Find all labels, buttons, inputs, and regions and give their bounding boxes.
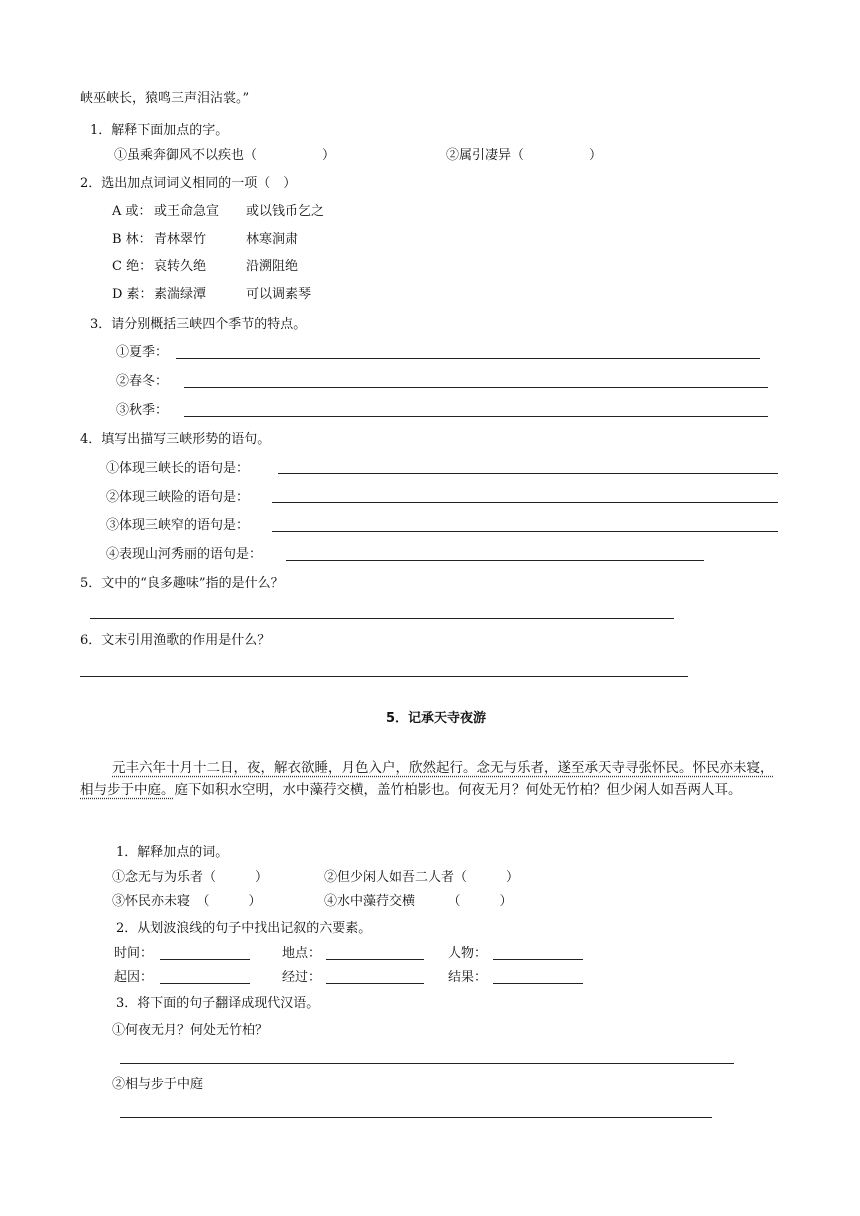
q4a-answer-line[interactable] xyxy=(278,473,778,474)
question-5-label: 5．文中的“良多趣味”指的是什么？ xyxy=(80,576,284,591)
option-d-letter: D 素： xyxy=(112,287,153,302)
option-a-word1: 或王命急宣 xyxy=(154,204,220,219)
spring-winter-label: ②春冬： xyxy=(116,374,169,389)
summer-label: ①夏季： xyxy=(116,345,169,360)
q4c-label: ③体现三峡窄的语句是： xyxy=(106,518,250,533)
option-b-word2: 林寒涧肃 xyxy=(246,232,299,247)
q4b-label: ②体现三峡险的语句是： xyxy=(106,490,250,505)
option-d-word1: 素湍绿潭 xyxy=(154,287,207,302)
option-c-letter: C 绝： xyxy=(112,259,153,274)
q4b-answer-line[interactable] xyxy=(272,502,778,503)
option-b-word1: 青林翠竹 xyxy=(154,232,207,247)
option-b-letter: B 林： xyxy=(112,232,152,247)
passage xyxy=(80,757,780,801)
question-4-label: 4．填写出描写三峡形势的语句。 xyxy=(80,432,271,447)
place-label: 地点： xyxy=(282,946,322,961)
process-label: 经过： xyxy=(282,970,322,985)
s5-question-1-label: 1．解释加点的词。 xyxy=(116,845,229,860)
option-c-word1: 哀转久绝 xyxy=(154,259,207,274)
question-1b: ②属引凄异（ ） xyxy=(446,148,603,163)
result-answer-line[interactable] xyxy=(493,983,583,984)
s5-q3a-answer-line[interactable] xyxy=(120,1063,734,1064)
option-a-word2: 或以钱币乞之 xyxy=(246,204,325,219)
q4d-label: ④表现山河秀丽的语句是： xyxy=(106,547,263,562)
q6-answer-line[interactable] xyxy=(80,676,688,677)
s5-question-3-label: 3．将下面的句子翻译成现代汉语。 xyxy=(116,996,320,1011)
people-answer-line[interactable] xyxy=(493,959,583,960)
q5-answer-line[interactable] xyxy=(90,618,674,619)
q4d-answer-line[interactable] xyxy=(286,560,704,561)
section-title: 5．记承天寺夜游 xyxy=(386,711,487,726)
spring-winter-answer-line[interactable] xyxy=(184,387,768,388)
s5-q3b: ②相与步于中庭 xyxy=(112,1077,204,1092)
option-c-word2: 沿溯阻绝 xyxy=(246,259,299,274)
process-answer-line[interactable] xyxy=(326,983,424,984)
passage-ending: 峡巫峡长，猿鸣三声泪沾裳。” xyxy=(80,91,250,106)
question-1a: ①虽乘奔御风不以疾也（ ） xyxy=(114,148,336,163)
question-6-label: 6．文末引用渔歌的作用是什么？ xyxy=(80,633,271,648)
result-label: 结果： xyxy=(448,970,488,985)
question-2-label: 2．选出加点词词义相同的一项（ ） xyxy=(80,176,297,191)
cause-answer-line[interactable] xyxy=(160,983,250,984)
people-label: 人物： xyxy=(448,946,488,961)
passage-wavy-sentences: 元丰六年十月十二日，夜，解衣欲睡，月色入户，欣然起行。念无与乐者，遂至承天寺寻张怀民。怀民亦未寝，相与步于中庭。 xyxy=(80,760,774,798)
autumn-label: ③秋季： xyxy=(116,403,169,418)
cause-label: 起因： xyxy=(114,970,154,985)
autumn-answer-line[interactable] xyxy=(184,416,768,417)
place-answer-line[interactable] xyxy=(326,959,424,960)
s5-q1d: ④水中藻荇交横 （ ） xyxy=(324,894,513,909)
q4c-answer-line[interactable] xyxy=(272,531,778,532)
s5-q3a: ①何夜无月？何处无竹柏？ xyxy=(112,1023,269,1038)
summer-answer-line[interactable] xyxy=(176,358,760,359)
s5-q1b: ②但少闲人如吾二人者（ ） xyxy=(324,870,520,885)
time-answer-line[interactable] xyxy=(160,959,250,960)
question-3-label: 3．请分别概括三峡四个季节的特点。 xyxy=(90,317,307,332)
s5-q3b-answer-line[interactable] xyxy=(120,1117,712,1118)
time-label: 时间： xyxy=(114,946,154,961)
s5-q1a: ①念无与为乐者（ ） xyxy=(112,870,269,885)
s5-q1c: ③怀民亦未寝 （ ） xyxy=(112,894,262,909)
s5-question-2-label: 2．从划波浪线的句子中找出记叙的六要素。 xyxy=(116,921,372,936)
option-d-word2: 可以调素琴 xyxy=(246,287,312,302)
q4a-label: ①体现三峡长的语句是： xyxy=(106,461,250,476)
option-a-letter: A 或： xyxy=(112,204,152,219)
question-1-label: 1．解释下面加点的字。 xyxy=(90,123,229,138)
passage-rest: 庭下如积水空明，水中藻荇交横，盖竹柏影也。何夜无月？何处无竹柏？但少闲人如吾两人耳。 xyxy=(174,782,742,798)
